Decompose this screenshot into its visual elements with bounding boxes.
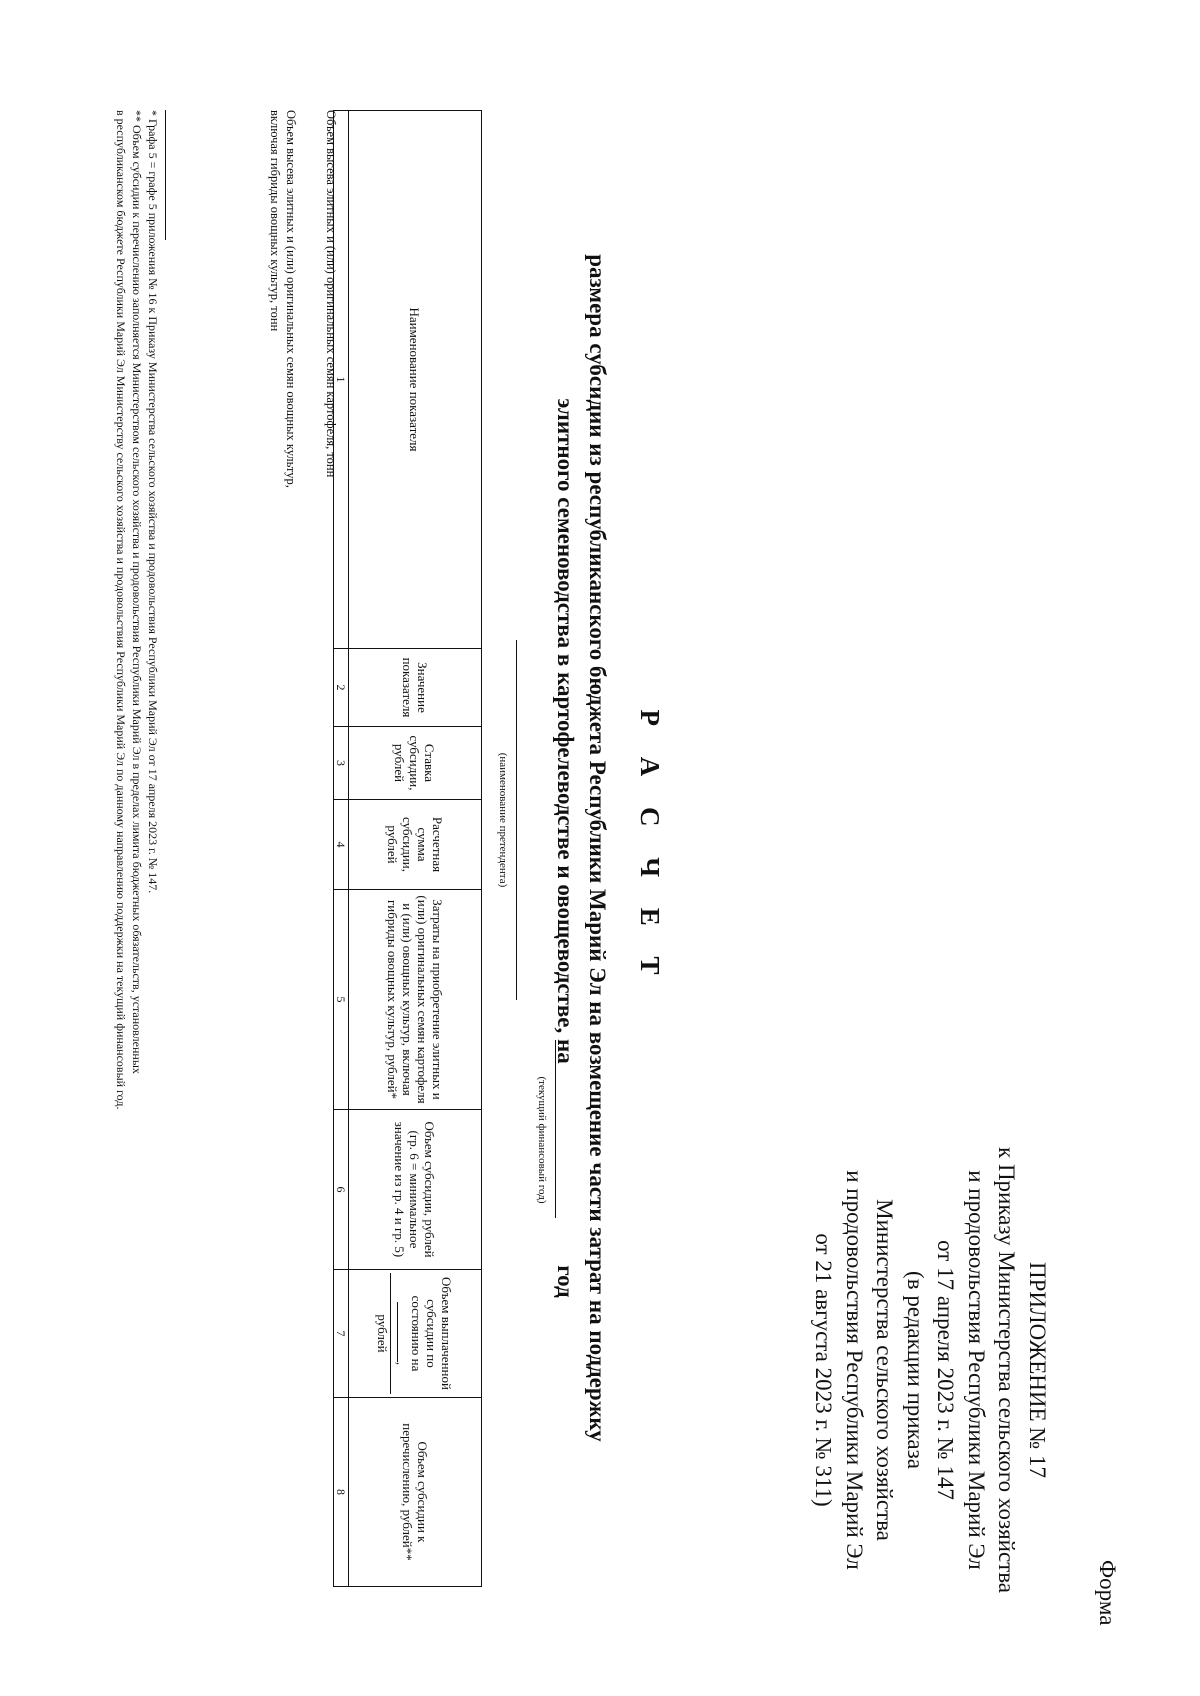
col-header-value: Значение показателя (349, 649, 482, 727)
document-title: Р А С Ч Е Т (635, 709, 665, 987)
appendix-line: к Приказу Министерства сельского хозяйства (994, 1147, 1020, 1593)
title-line-2-text: элитного семеноводства в картофелеводстве и овощеводстве, на (553, 398, 578, 1064)
col-header-paid-subsidy: Объем выплаченной субсидии по состоянию на , рублей (349, 1270, 482, 1398)
appendix-line: и продовольствия Республики Марий Эл (964, 1170, 989, 1570)
indicator-row-vegetables-cont: включая гибриды овощных культур, тонн (268, 110, 282, 332)
appendix-line: от 21 августа 2023 г. № 311) (811, 1233, 837, 1507)
calculation-table (333, 110, 482, 1587)
applicant-name-caption: (наименование претендента) (497, 752, 509, 888)
appendix-line: (в редакции приказа (903, 1271, 928, 1469)
indicator-row-vegetables: Объем высева элитных и (или) оригинальных семян овощных культур, (284, 110, 298, 488)
date-blank (398, 1302, 399, 1362)
footnote-2: ** Объем субсидии к перечислению заполняется Министерством сельского хозяйства и продовольствия Республики Марий Эл в пределах лимита бюджетных обязательств, установленных (130, 110, 144, 1074)
col-header-paid-subsidy-text: Объем выплаченной субсидии по состоянию на (409, 1277, 455, 1390)
indicator-row-potato: Объем высева элитных и (или) оригинальных семян картофеля, тонн (324, 110, 338, 478)
column-number: 6 (334, 1110, 349, 1270)
col-header-rate: Ставка субсидии, рублей (349, 727, 482, 800)
appendix-line: от 17 апреля 2023 г. № 147 (933, 1240, 959, 1500)
column-number: 3 (334, 727, 349, 800)
column-number: 2 (334, 649, 349, 727)
column-number: 5 (334, 890, 349, 1110)
year-underline (555, 1040, 556, 1218)
column-number: 1 (334, 111, 349, 649)
paid-subsidy-unit: рублей (376, 1273, 392, 1394)
column-number: 4 (334, 800, 349, 890)
footnote-2-cont: в республиканском бюджете Республики Марий Эл Министерству сельского хозяйства и продовольствия Республики Марий Эл по данному направлению поддержки на текущий финансовый год. (114, 110, 128, 1110)
appendix-line: Министерства сельского хозяйства (872, 1199, 898, 1541)
footnote-separator (165, 110, 166, 240)
title-line-1: размера субсидии из республиканского бюджета Республики Марий Эл на возмещение части затрат на поддержку (585, 254, 610, 1442)
column-number: 7 (334, 1270, 349, 1398)
col-header-estimated-sum: Расчетная сумма субсидии, рублей (349, 800, 482, 890)
col-header-transfer: Объем субсидии к перечислению, рублей** (349, 1398, 482, 1587)
col-header-costs: Затраты на приобретение элитных и (или) оригинальных семян картофеля и (или) овощных культур, включая гибриды овощных культур, рублей* (349, 890, 482, 1110)
appendix-block (808, 1060, 1052, 1680)
table-header-row (349, 111, 482, 1587)
form-label: Форма (1095, 1560, 1120, 1626)
column-number: 8 (334, 1398, 349, 1587)
col-header-subsidy-volume: Объем субсидии, рублей (гр. 6 = минимальное значение из гр. 4 и гр. 5) (349, 1110, 482, 1270)
year-caption: (текущий финансовый год) (536, 1076, 548, 1204)
appendix-line: ПРИЛОЖЕНИЕ № 17 (1025, 1261, 1050, 1479)
applicant-name-underline (516, 640, 517, 1000)
appendix-line: и продовольствия Республики Марий Эл (842, 1170, 867, 1570)
title-line-2 (552, 0, 578, 1696)
year-suffix: год (553, 1265, 578, 1298)
footnote-1: * Графа 5 = графе 5 приложения № 16 к Приказу Министерства сельского хозяйства и продовольствия Республики Марий Эл от 17 апреля 2023 г. № 147. (146, 110, 160, 894)
col-header-name: Наименование показателя (349, 111, 482, 649)
